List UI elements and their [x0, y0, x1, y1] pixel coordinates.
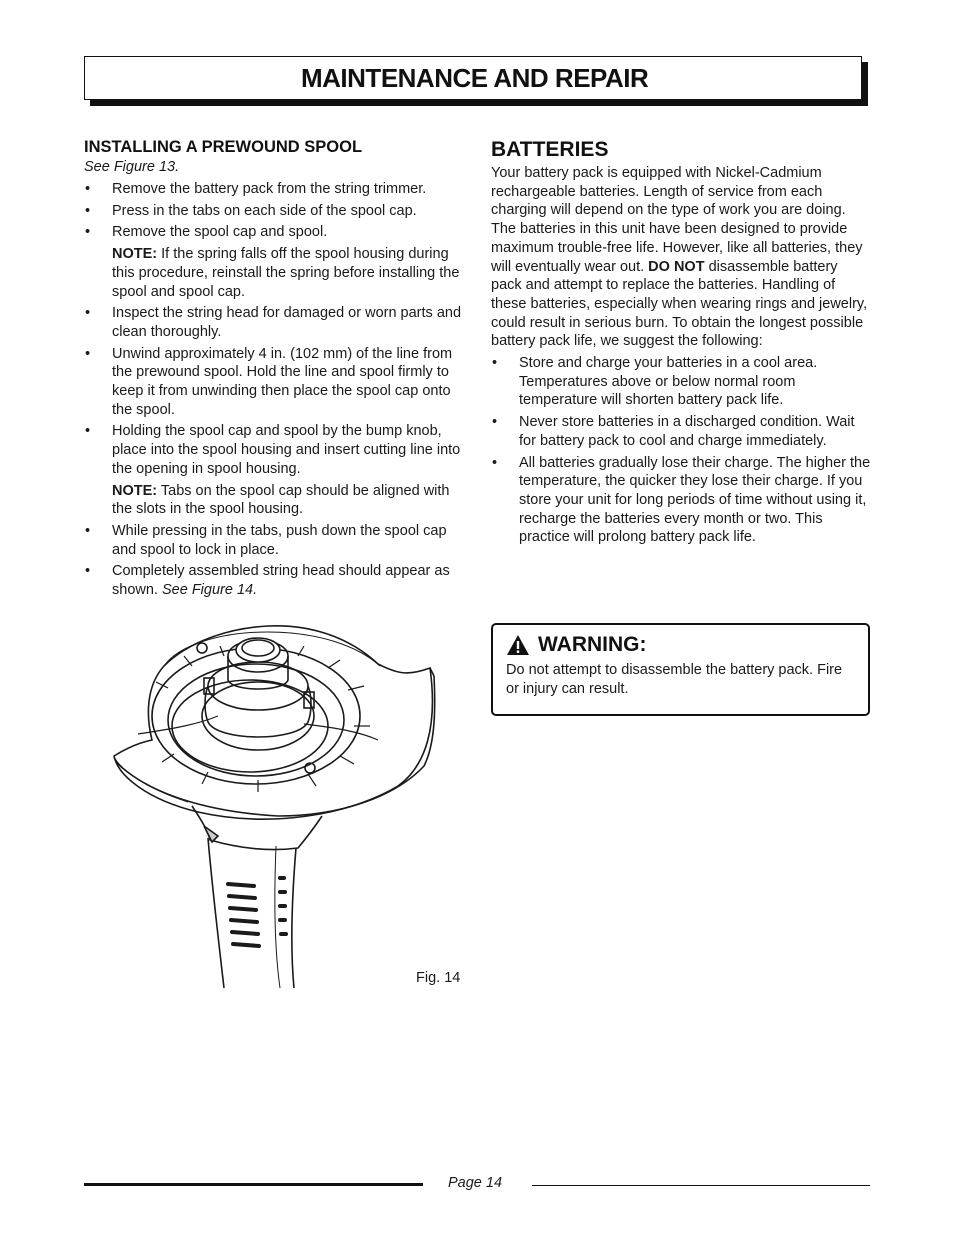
list-item: • Never store batteries in a discharged condition. Wait for battery pack to cool and charge immediately.: [491, 413, 871, 450]
list-item: • Inspect the string head for damaged or worn parts and clean thoroughly.: [84, 304, 464, 341]
note-text: If the spring falls off the spool housing during this procedure, reinstall the spring before installing the spool and spool cap.: [112, 246, 460, 300]
batteries-paragraph: [491, 164, 871, 351]
warning-title: WARNING:: [538, 633, 647, 656]
paragraph-text: Your battery pack is equipped with Nickel-Cadmium rechargeable batteries. Length of service from each charging will depend on the type of work you are doing. The batteries in this unit have been designed to provide maximum trouble-free life. However, like all batteries, they will eventually wear out.: [491, 165, 863, 275]
figure-caption: Fig. 14: [416, 970, 461, 986]
section-header: [84, 56, 862, 100]
section-heading-prewound-spool: INSTALLING A PREWOUND SPOOL: [84, 138, 363, 156]
figure-ref: See Figure 14.: [161, 582, 258, 599]
page-title: MAINTENANCE AND REPAIR: [301, 63, 649, 93]
section-heading-batteries: BATTERIES: [491, 138, 609, 161]
page-number: Page 14: [448, 1175, 503, 1191]
see-figure-ref: See Figure 13.: [84, 159, 180, 175]
list-item: • Press in the tabs on each side of the spool cap.: [84, 202, 464, 221]
spool-steps: [84, 180, 464, 242]
note-block: [84, 482, 464, 519]
warning-text: Do not attempt to disassemble the battery pack. Fire or injury can result.: [506, 662, 843, 697]
paragraph-emphasis: DO NOT: [648, 258, 705, 275]
spool-steps-continued: [84, 304, 464, 478]
footer-rule-right: [532, 1185, 870, 1186]
spool-steps-final: [84, 522, 464, 600]
warning-box: [491, 623, 870, 716]
list-item: • Remove the battery pack from the string trimmer.: [84, 180, 464, 199]
note-block: [84, 245, 464, 301]
list-item: [84, 562, 464, 599]
note-label: NOTE:: [112, 246, 158, 263]
footer-rule-left: [84, 1183, 423, 1186]
list-item-text: Completely assembled string head should appear as shown.: [112, 563, 450, 599]
right-column: [491, 136, 871, 550]
warning-triangle-icon: [506, 634, 530, 656]
list-item: • Holding the spool cap and spool by the bump knob, place into the spool housing and insert cutting line into the opening in spool housing.: [84, 422, 464, 478]
list-item: • While pressing in the tabs, push down the spool cap and spool to lock in place.: [84, 522, 464, 559]
list-item: • All batteries gradually lose their charge. The higher the temperature, the quicker they lose their charge. If you store your unit for long periods of time without using it, recharge the batteries every month or two. This practice will prolong battery pack life.: [491, 454, 871, 548]
note-text: Tabs on the spool cap should be aligned with the slots in the spool housing.: [112, 482, 450, 518]
warning-header: [506, 633, 647, 657]
left-column: [84, 136, 464, 603]
battery-tips: [491, 354, 871, 547]
list-item: • Unwind approximately 4 in. (102 mm) of the line from the prewound spool. Hold the line and spool firmly to keep it from unwinding then place the spool cap onto the spool.: [84, 345, 464, 420]
list-item: • Remove the spool cap and spool.: [84, 223, 464, 242]
trimmer-head-illustration: [108, 616, 444, 990]
list-item: • Store and charge your batteries in a cool area. Temperatures above or below normal room temperature will shorten battery pack life.: [491, 354, 871, 410]
note-label: NOTE:: [112, 482, 158, 499]
paragraph-text: disassemble battery pack and attempt to replace the batteries. Handling of these batteries, especially when wearing rings and jewelry, could result in serious burn. To obtain the longest possible battery pack life, we suggest the following:: [491, 258, 868, 350]
